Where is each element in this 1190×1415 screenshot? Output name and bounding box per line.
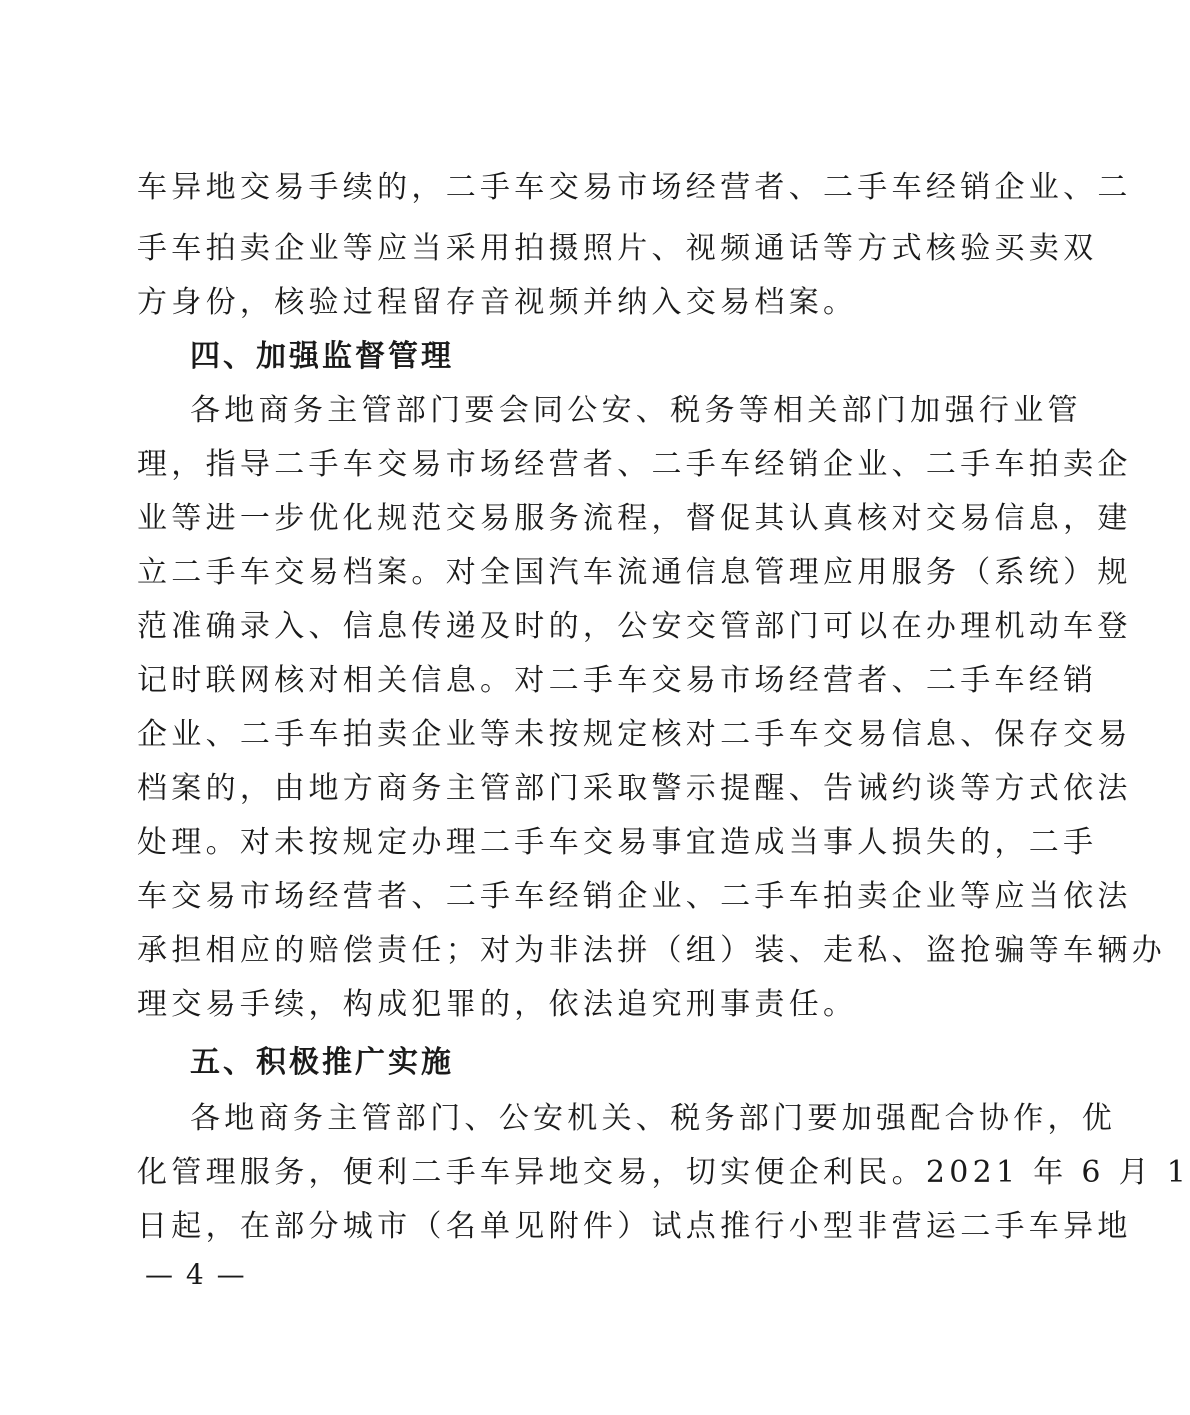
page-number: — 4 — [145,1258,247,1291]
body-line: 日起，在部分城市（名单见附件）试点推行小型非营运二手车异地 [137,1209,1132,1244]
body-line: 手车拍卖企业等应当采用拍摄照片、视频通话等方式核验买卖双 [137,231,1098,266]
body-line: 方身份，核验过程留存音视频并纳入交易档案。 [137,285,858,320]
body-line: 立二手车交易档案。对全国汽车流通信息管理应用服务（系统）规 [137,555,1132,590]
body-line: 承担相应的赔偿责任；对为非法拼（组）装、走私、盗抢骗等车辆办 [137,933,1166,968]
body-line: 车异地交易手续的，二手车交易市场经营者、二手车经销企业、二 [137,170,1132,205]
body-line: 处理。对未按规定办理二手车交易事宜造成当事人损失的，二手 [137,825,1098,860]
body-line: 各地商务主管部门要会同公安、税务等相关部门加强行业管 [190,393,1082,428]
body-line: 各地商务主管部门、公安机关、税务部门要加强配合协作，优 [190,1101,1117,1136]
section-heading-4: 四、加强监督管理 [190,339,454,374]
body-line: 化管理服务，便利二手车异地交易，切实便企利民。2021 年 6 月 1 [137,1155,1190,1190]
body-line: 车交易市场经营者、二手车经销企业、二手车拍卖企业等应当依法 [137,879,1132,914]
body-line: 记时联网核对相关信息。对二手车交易市场经营者、二手车经销 [137,663,1098,698]
section-heading-5: 五、积极推广实施 [190,1045,454,1080]
body-line: 档案的，由地方商务主管部门采取警示提醒、告诫约谈等方式依法 [137,771,1132,806]
body-line: 理交易手续，构成犯罪的，依法追究刑事责任。 [137,987,858,1022]
body-line: 范准确录入、信息传递及时的，公安交管部门可以在办理机动车登 [137,609,1132,644]
body-line: 理，指导二手车交易市场经营者、二手车经销企业、二手车拍卖企 [137,447,1132,482]
body-line: 企业、二手车拍卖企业等未按规定核对二手车交易信息、保存交易 [137,717,1132,752]
body-line: 业等进一步优化规范交易服务流程，督促其认真核对交易信息，建 [137,501,1132,536]
